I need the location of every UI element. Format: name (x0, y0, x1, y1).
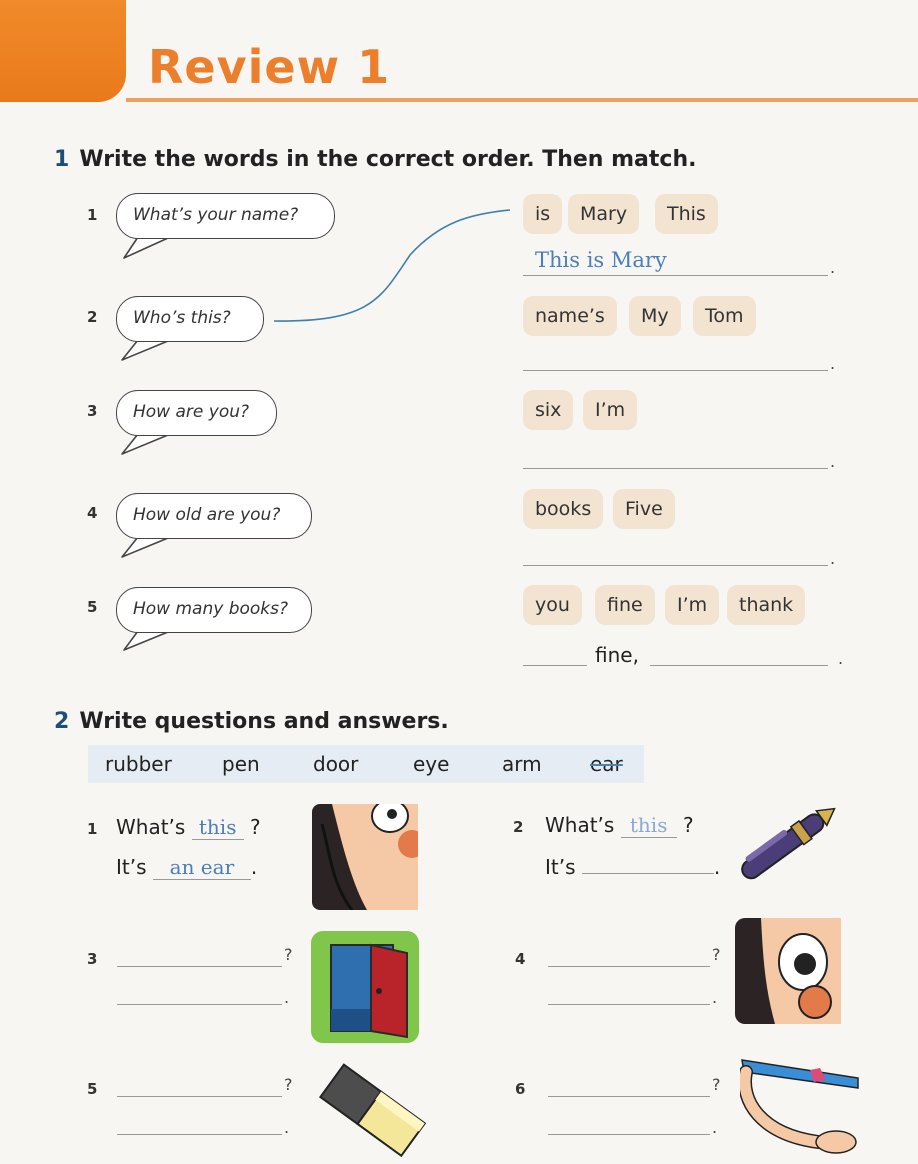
answer-blank[interactable] (117, 1134, 282, 1135)
question-mark: ? (284, 945, 293, 964)
item-number: 1 (87, 206, 98, 224)
speech-bubble-question: How old are you? (116, 493, 312, 539)
full-stop: . (713, 855, 721, 879)
question-prefix: What’s (116, 815, 186, 839)
word-tile: books (523, 489, 603, 529)
item-number: 2 (513, 818, 524, 836)
word-tile: Tom (693, 296, 756, 336)
answer-line[interactable] (650, 665, 828, 666)
word-tile: six (523, 390, 573, 430)
answer-line[interactable] (523, 565, 828, 566)
question-mark: ? (250, 815, 261, 839)
page-title: Review 1 (148, 40, 391, 94)
word-bank-item: arm (502, 752, 542, 776)
word-tile: Mary (568, 194, 639, 234)
full-stop: . (284, 988, 290, 1007)
word-bank-item: eye (413, 752, 450, 776)
pen-illustration (730, 795, 848, 891)
answer-blank[interactable] (548, 1004, 710, 1005)
question-blank[interactable] (117, 1096, 282, 1097)
question-mark: ? (712, 945, 721, 964)
exercise-1-number: 1 (54, 147, 70, 172)
answer-line (116, 855, 257, 880)
answer-line[interactable] (523, 370, 828, 371)
question-blank[interactable] (548, 966, 710, 967)
door-illustration (311, 931, 419, 1043)
item-number: 4 (87, 504, 98, 522)
rubber-illustration (314, 1062, 430, 1160)
answer-line[interactable] (523, 468, 828, 469)
speech-bubble-question: Who’s this? (116, 296, 264, 342)
full-stop: . (830, 258, 836, 277)
word-tile: fine (595, 585, 655, 625)
word-bank-item: rubber (105, 752, 172, 776)
word-tile: name’s (523, 296, 617, 336)
answer-blank[interactable] (582, 853, 714, 874)
word-bank-item: pen (222, 752, 260, 776)
word-tile: is (523, 194, 562, 234)
word-bank-item: door (313, 752, 359, 776)
answer-line (545, 853, 720, 879)
answer-blank[interactable] (117, 1004, 282, 1005)
exercise-2-number: 2 (54, 709, 70, 734)
handwritten-answer: this (629, 813, 668, 837)
question-mark: ? (284, 1075, 293, 1094)
answer-blank[interactable] (192, 815, 244, 840)
arm-illustration (740, 1050, 866, 1158)
item-number: 2 (87, 308, 98, 326)
speech-bubble-question: What’s your name? (116, 193, 335, 239)
item-number: 5 (87, 1080, 98, 1098)
item-number: 5 (87, 598, 98, 616)
answer-prefix: It’s (116, 855, 147, 879)
answer-line[interactable] (523, 665, 587, 666)
full-stop: . (712, 1118, 718, 1137)
full-stop: . (838, 649, 844, 668)
full-stop: . (284, 1118, 290, 1137)
question-mark: ? (683, 813, 694, 837)
item-number: 6 (515, 1080, 526, 1098)
answer-blank[interactable] (548, 1134, 710, 1135)
word-tile: thank (727, 585, 805, 625)
item-number: 1 (87, 820, 98, 838)
word-tile: My (629, 296, 681, 336)
question-line (545, 813, 694, 838)
question-mark: ? (712, 1075, 721, 1094)
full-stop: . (830, 452, 836, 471)
full-stop: . (830, 354, 836, 373)
question-blank[interactable] (117, 966, 282, 967)
exercise-2-heading (54, 709, 449, 734)
answer-blank[interactable] (153, 855, 251, 880)
full-stop: . (712, 988, 718, 1007)
exercise-1-instruction: Write the words in the correct order. Then match. (79, 147, 697, 172)
full-stop: . (250, 855, 258, 879)
word-tile: you (523, 585, 582, 625)
speech-bubble-question: How are you? (116, 390, 277, 436)
word-tile: This (655, 194, 718, 234)
ear-illustration (312, 804, 418, 910)
handwritten-answer[interactable]: This is Mary (535, 248, 667, 272)
answer-text: fine, (595, 643, 639, 667)
question-line (116, 815, 261, 840)
answer-line (523, 275, 828, 276)
word-bank-item-used: ear (590, 752, 623, 776)
question-blank[interactable] (548, 1096, 710, 1097)
answer-prefix: It’s (545, 855, 576, 879)
item-number: 3 (87, 950, 98, 968)
word-tile: Five (613, 489, 675, 529)
speech-bubble-question: How many books? (116, 587, 312, 633)
handwritten-answer: this (198, 815, 237, 839)
item-number: 3 (87, 402, 98, 420)
eye-illustration (735, 918, 841, 1024)
handwritten-answer: an ear (169, 855, 235, 879)
full-stop: . (830, 549, 836, 568)
item-number: 4 (515, 950, 526, 968)
word-tile: I’m (665, 585, 719, 625)
word-tile: I’m (583, 390, 637, 430)
answer-blank[interactable] (621, 813, 677, 838)
exercise-2-instruction: Write questions and answers. (79, 709, 449, 734)
question-prefix: What’s (545, 813, 615, 837)
